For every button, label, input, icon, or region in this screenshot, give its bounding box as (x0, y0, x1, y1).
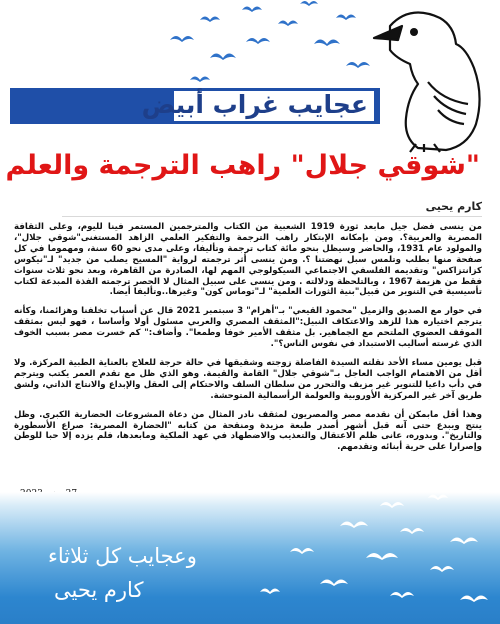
author-name: كارم يحيى (425, 200, 482, 213)
white-crow-icon (368, 4, 498, 154)
footer (0, 492, 500, 624)
article-headline: "شوقي جلال" راهب الترجمة والعلم (5, 150, 480, 181)
header (0, 0, 500, 150)
column-title: عجايب غراب أبيض (141, 90, 368, 119)
paragraph: من ينسى فضل جيل مابعد ثورة 1919 الشعبية من الكتاب والمترجمين المستمر فينا لليوم، وعلى الثقافة المصرية والعربية؟. ومن بإمكانه الإبتكار راهب الترجمة والتفكير العلمي الزاهد المستغنى"شوقي جلال"، والمولود عام 1931، والحاضر وسيظل بنحو مائة كتاب ترجمة وتأليفا، وعلى مدى نحو 60 سنة، ومهموما في كل صفحة منها بطلب وتلمس سبل نهضتنا ؟. ومن ينسى أثر ترجمته لرواية "المسيح يصلب من جديد" لـ"نيكوس كزانتزاكس" وتقديمه الفلسفي الاجتماعي السيكولوجي المهم لها، الصادرة من القاهرة، وبعد نحو ثلاث سنوات فقط من هزيمة 1967 ، وبالتلحظة ودلالته . ومن ينسى على سبيل المثال لا الحصر ترجمته الفذة المبدعة لكتاب تأسيسية في التنوير من قبيل"بنية الثورات العلمية" لـ"توماس كون" وغيرها..وتأليفا أيضا. (14, 222, 482, 298)
article-body (14, 222, 482, 461)
paragraph: في حوار مع الصديق والزميل "محمود القيعي" بـ"أهرام" 3 سبتمبر 2021 قال عن أسباب تخلفنا وهزائمنا، وكأنه يترجم اختياره هذا للزهد والاعتكاف النبيل:"المثقف المصري والعربي مسئول أولا وأساسا ، فهو ليس بمثقف الموقف العضوي الملتحم مع الجماهير. بل مثقف الأمير خوفا وطمعا". وأضاف:" كم خسرت مصر بسبب الخوف الذي غرسته أساليب الاستبداد في نفوس الناس؟". (14, 306, 482, 350)
footer-author: كارم يحيى (54, 578, 144, 602)
footer-tagline: وعجايب كل ثلاثاء (48, 544, 197, 568)
flying-birds-header-icon (150, 0, 380, 100)
title-banner (10, 88, 380, 124)
divider (62, 216, 482, 217)
paragraph: قبل يومين مساء الأحد نقلته السيدة الفاضلة زوجته وشقيقها في حالة حرجة للعلاج بالعناية الطبية المركزة. ولا أقل من الاهتمام الواجب العاجل بـ"شوقي جلال" القامة والقيمة. وهو الذي ظل مع تقدم العمر يكتب ويترجم في دأب داعيا للتنوير غير مزيف والتحرر من سلطان السلف والاحتكام إلى العقل والإبداع والانتاج الذاتي، ولشق طريق آخر غير المركزية الأوروبية والعولمة الرأسمالية المتوحشة. (14, 357, 482, 401)
paragraph: وهذا أقل مابمكن أن نقدمه مصر والمصريون لمثقف نادر المثال من دعاة المشروعات الحضارية الكبرى. وظل ينتج ويبدع حتى آنه قبل أشهر أصدر طبعة مزيدة ومنقحة من كتابه "الحضارة المصرية: صراع الأسطورة والتاريخ". وبدوره، عانى ظلم الاعتقال والتعذيب والاضطهاد في عهد الملكية ومابعدها، فلم يزده إلا حبا للوطن وإصرارا على حرية أبنائه وتقدمهم. (14, 409, 482, 453)
